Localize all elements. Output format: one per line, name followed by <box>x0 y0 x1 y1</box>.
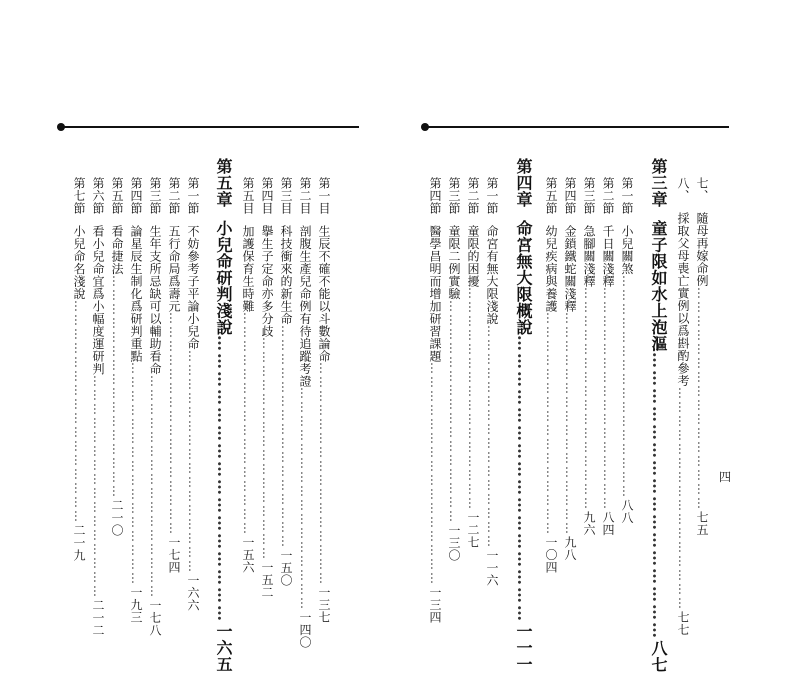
toc-entry: 第二節 千日關淺釋 ………………………………………… 八四 <box>601 177 615 536</box>
chapter-heading: 第五章 小兒命研判淺說 ………………………………………… 一六五 <box>214 158 233 673</box>
page-number: 四 <box>719 470 732 484</box>
toc-entry: 七、 隨母再嫁命例 ………………………………………… 七五 <box>695 177 709 536</box>
toc-entry: 第二目 剖腹生產兒命例有待追蹤考證 ………………………………………… 一四〇 <box>298 177 312 649</box>
chapter-heading: 第四章 命宮無大限概說 ………………………………………… 一一一 <box>514 158 533 673</box>
toc-entry: 第三目 科技衝來的新生命 ………………………………………… 一五〇 <box>279 177 293 586</box>
toc-entry: 第五節 看命捷法 ………………………………………… 二一〇 <box>110 177 124 536</box>
toc-entry: 第三節 生年支所忌缺可以輔助看命 ………………………………………… 一七八 <box>148 177 162 636</box>
toc-entry: 第七節 小兒命名淺說 ………………………………………… 二一九 <box>72 177 86 561</box>
toc-entry: 第五節 幼兒疾病與養護 ………………………………………… 一〇四 <box>544 177 558 574</box>
toc-entry: 第一節 命宮有無大限淺說 ………………………………………… 一一六 <box>485 177 499 586</box>
header-rule-right <box>427 126 729 128</box>
toc-entry: 第四節 論星辰生制化爲研判重點 ………………………………………… 一九三 <box>129 177 143 624</box>
toc-entry: 第三節 童限二例實驗 ………………………………………… 一三〇 <box>447 177 461 561</box>
toc-entry: 第四目 擧生子定命亦多分歧 ………………………………………… 一五二 <box>260 177 274 599</box>
toc-entry: 第二節 五行命局爲壽元 ………………………………………… 一七四 <box>167 177 181 574</box>
toc-entry: 第二節 童限的困擾 ………………………………………… 一二七 <box>466 177 480 549</box>
toc-entry: 第四節 金鎖鐵蛇關淺釋 ………………………………………… 九八 <box>563 177 577 561</box>
toc-entry: 第三節 急腳關淺釋 ………………………………………… 九六 <box>582 177 596 536</box>
toc-entry: 第四節 醫學昌明而增加研習課題 ………………………………………… 一三四 <box>428 177 442 624</box>
toc-entry: 第一目 生辰不確不能以斗數論命 ………………………………………… 一三七 <box>317 177 331 624</box>
toc-entry: 第五目 加護保育生時難 ………………………………………… 一五六 <box>241 177 255 574</box>
toc-entry: 第六節 看小兒命宜爲小幅度運研判 ………………………………………… 二一二 <box>91 177 105 636</box>
toc-entry: 第一節 小兒關煞 ………………………………………… 八八 <box>620 177 634 524</box>
header-rule-left <box>63 126 359 128</box>
chapter-heading: 第三章 童子限如水上泡漚 ………………………………………… 八七 <box>649 158 668 673</box>
toc-entry: 八、 採取父母喪亡實例以爲斟酌參考 ………………………………………… 七七 <box>676 177 690 636</box>
toc-entry: 第一節 不妨參考子平論小兒命 ………………………………………… 一六六 <box>186 177 200 611</box>
